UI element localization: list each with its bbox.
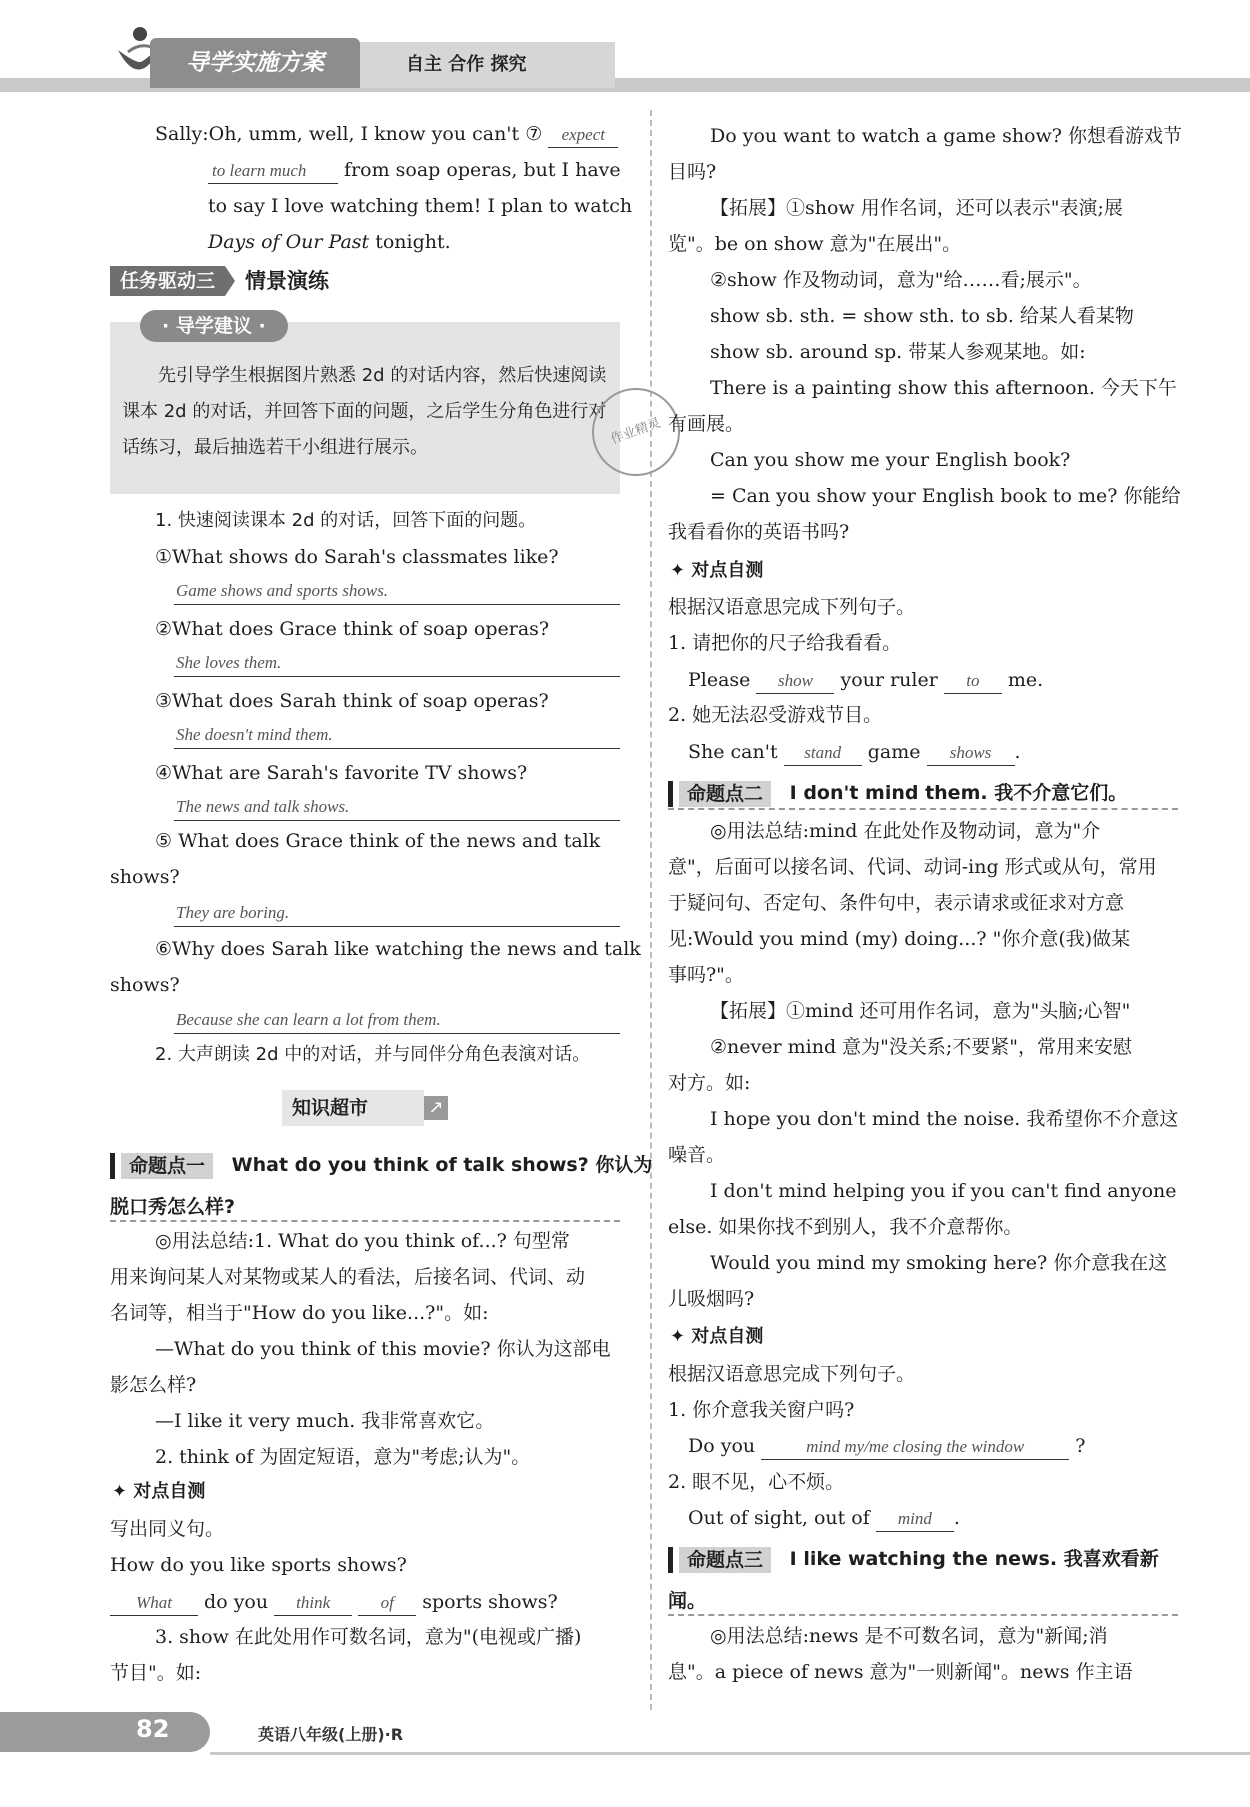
question-2: ②What does Grace think of soap operas? xyxy=(155,618,550,640)
kp1-test-mid1: do you xyxy=(204,1591,269,1613)
kp1-test-inst: 写出同义句。 xyxy=(110,1518,225,1540)
question-5a: ⑤ What does Grace think of the news and talk xyxy=(155,830,601,852)
kp1-heading xyxy=(110,1150,652,1179)
kp2-usage-3: 于疑问句、否定句、条件句中，表示请求或征求对方意 xyxy=(668,892,1125,914)
question-5b: shows? xyxy=(110,866,180,888)
kp1-title2: 脱口秀怎么样? xyxy=(110,1196,236,1218)
test1-instruction: 根据汉语意思完成下列句子。 xyxy=(668,596,916,618)
right-line-9: 有画展。 xyxy=(668,413,745,435)
right-line-12: 我看看你的英语书吗? xyxy=(668,521,850,543)
question-3: ③What does Sarah think of soap operas? xyxy=(155,690,549,712)
book-title: 英语八年级(上册)·R xyxy=(258,1725,404,1744)
kp3-title: I like watching the news. 我喜欢看新 xyxy=(789,1548,1159,1570)
kp2-example-6: 儿吸烟吗? xyxy=(668,1288,755,1310)
kp1-test-mid2: sports shows? xyxy=(422,1591,558,1613)
right-line-7: show sb. around sp. 带某人参观某地。如: xyxy=(710,341,1086,363)
self-test-text: 对点自测 xyxy=(691,560,764,581)
blank-answer: to xyxy=(944,669,1002,694)
task-box: 任务驱动三 xyxy=(110,266,225,296)
kp3-label: 命题点三 xyxy=(679,1547,771,1573)
divider xyxy=(668,808,1178,810)
sally-line4 xyxy=(208,230,451,254)
blank-answer: show xyxy=(756,669,834,694)
kp3-title2: 闻。 xyxy=(668,1590,707,1612)
right-line-4: 览"。be on show 意为"在展出"。 xyxy=(668,233,962,255)
blank-answer: think xyxy=(274,1591,352,1616)
test2-s1 xyxy=(688,1434,1085,1460)
kp1-point-2: 2. think of 为固定短语，意为"考虑;认为"。 xyxy=(155,1446,531,1468)
test1-s1-pre: Please xyxy=(688,669,751,691)
blank-answer: mind xyxy=(876,1507,954,1532)
kp3-heading xyxy=(668,1544,1159,1573)
test2-s1-pre: Do you xyxy=(688,1435,756,1457)
kp1-example-2: 影怎么样? xyxy=(110,1374,197,1396)
kp2-usage-1: ◎用法总结:mind 在此处作及物动词，意为"介 xyxy=(710,820,1101,842)
kp2-heading xyxy=(668,778,1127,807)
blank-answer: to learn much xyxy=(208,159,338,184)
bar-icon xyxy=(668,781,673,807)
blank-answer: What xyxy=(110,1591,198,1616)
kp2-example-4: else. 如果你找不到别人，我不介意帮你。 xyxy=(668,1216,1023,1238)
answer-4: The news and talk shows. xyxy=(174,794,620,821)
sally-line2 xyxy=(208,158,621,184)
kp1-example-3: —I like it very much. 我非常喜欢它。 xyxy=(155,1410,495,1432)
test2-q1: 1. 你介意我关窗户吗? xyxy=(668,1399,855,1421)
kp2-example-2: 噪音。 xyxy=(668,1144,726,1166)
right-line-1: Do you want to watch a game show? 你想看游戏节 xyxy=(710,125,1182,147)
test1-s2-post: . xyxy=(1014,741,1021,763)
question-6a: ⑥Why does Sarah like watching the news and talk xyxy=(155,938,641,960)
kp2-title: I don't mind them. 我不介意它们。 xyxy=(789,782,1128,804)
kp1-label: 命题点一 xyxy=(121,1153,213,1179)
q-intro: 1. 快速阅读课本 2d 的对话，回答下面的问题。 xyxy=(155,510,537,531)
kp1-usage-2: 用来询问某人对某物或某人的看法，后接名词、代词、动 xyxy=(110,1266,586,1288)
test1-q1: 1. 请把你的尺子给我看看。 xyxy=(668,632,902,654)
right-line-2: 目吗? xyxy=(668,161,717,183)
right-line-10: Can you show me your English book? xyxy=(710,449,1071,471)
answer-1: Game shows and sports shows. xyxy=(174,578,620,605)
self-test-label xyxy=(670,556,763,582)
test1-q2: 2. 她无法忍受游戏节目。 xyxy=(668,704,883,726)
kp3-usage-2: 息"。a piece of news 意为"一则新闻"。news 作主语 xyxy=(668,1661,1133,1683)
self-test-text: 对点自测 xyxy=(691,1326,764,1347)
kp2-example-3: I don't mind helping you if you can't find anyone xyxy=(710,1180,1177,1202)
test2-s2-post: . xyxy=(953,1507,960,1529)
knowledge-market-label: 知识超市 xyxy=(282,1090,424,1126)
kp1-example-1: —What do you think of this movie? 你认为这部电 xyxy=(155,1338,611,1360)
kp1-point-3b: 节目"。如: xyxy=(110,1662,202,1684)
divider xyxy=(110,1220,620,1222)
test2-instruction: 根据汉语意思完成下列句子。 xyxy=(668,1363,916,1385)
kp2-extend-3: 对方。如: xyxy=(668,1072,751,1094)
test1-s2-pre: She can't xyxy=(688,741,778,763)
sally-line1-text: Sally:Oh, umm, well, I know you can't ⑦ xyxy=(155,123,543,145)
blank-answer: mind my/me closing the window xyxy=(761,1435,1069,1460)
kp2-example-5: Would you mind my smoking here? 你介意我在这 xyxy=(710,1252,1168,1274)
bar-icon xyxy=(110,1153,115,1179)
test1-s1-post: me. xyxy=(1007,669,1044,691)
right-line-11: = Can you show your English book to me? 你能给 xyxy=(710,485,1181,507)
bar-icon xyxy=(668,1547,673,1573)
header-tags-text: 自主 合作 探究 xyxy=(406,54,527,75)
question-1: ①What shows do Sarah's classmates like? xyxy=(155,546,559,568)
column-divider xyxy=(650,110,652,1710)
star-icon: ✦ xyxy=(112,1481,128,1502)
kp1-point-3a: 3. show 在此处用作可数名词，意为"(电视或广播) xyxy=(155,1626,582,1648)
show-title: Days of Our Past xyxy=(208,231,370,253)
blank-answer: shows xyxy=(927,741,1015,766)
test1-s2 xyxy=(688,740,1021,766)
kp2-usage-5: 事吗?"。 xyxy=(668,964,744,986)
kp2-extend-2: ②never mind 意为"没关系;不要紧"，常用来安慰 xyxy=(710,1036,1133,1058)
star-icon: ✦ xyxy=(670,560,686,581)
kp1-title: What do you think of talk shows? 你认为 xyxy=(231,1154,653,1176)
footer-line xyxy=(210,1752,1250,1755)
divider xyxy=(668,1614,1178,1616)
test2-q2: 2. 眼不见，心不烦。 xyxy=(668,1471,845,1493)
answer-6: Because she can learn a lot from them. xyxy=(174,1007,620,1034)
footer-band xyxy=(0,1712,210,1752)
header-title: 导学实施方案 xyxy=(150,38,360,88)
task-2: 2. 大声朗读 2d 中的对话，并与同伴分角色表演对话。 xyxy=(155,1044,591,1065)
guide-tag: · 导学建议 · xyxy=(140,310,288,342)
sally-line1 xyxy=(155,122,618,148)
arrow-icon xyxy=(225,266,235,296)
right-line-6: show sb. sth. = show sth. to sb. 给某人看某物 xyxy=(710,305,1134,327)
guide-text: 先引导学生根据图片熟悉 2d 的对话内容，然后快速阅读课本 2d 的对话，并回答下面的问题，之后学生分角色进行对话练习，最后抽选若干小组进行展示。 xyxy=(122,365,607,458)
arrow-icon: ↗ xyxy=(424,1096,448,1120)
kp1-test-answer xyxy=(110,1590,558,1616)
header-tags xyxy=(360,42,615,88)
test2-s1-post: ? xyxy=(1075,1435,1086,1457)
kp2-extend-1: 【拓展】①mind 还可用作名词，意为"头脑;心智" xyxy=(710,1000,1131,1022)
kp1-test-question: How do you like sports shows? xyxy=(110,1554,407,1576)
kp3-usage-1: ◎用法总结:news 是不可数名词，意为"新闻;消 xyxy=(710,1625,1108,1647)
blank-answer: expect xyxy=(548,123,618,148)
self-test-label xyxy=(670,1322,763,1348)
question-6b: shows? xyxy=(110,974,180,996)
task-section-label xyxy=(110,266,329,296)
right-line-5: ②show 作及物动词，意为"给……看;展示"。 xyxy=(710,269,1092,291)
sally-line2-text: from soap operas, but I have xyxy=(344,159,621,181)
kp2-usage-4: 见:Would you mind (my) doing...? "你介意(我)做某 xyxy=(668,928,1131,950)
kp2-label: 命题点二 xyxy=(679,781,771,807)
answer-3: She doesn't mind them. xyxy=(174,722,620,749)
test1-s1 xyxy=(688,668,1043,694)
self-test-text: 对点自测 xyxy=(133,1481,206,1502)
answer-2: She loves them. xyxy=(174,650,620,677)
blank-answer: of xyxy=(358,1591,416,1616)
page-number: 82 xyxy=(136,1715,170,1743)
star-icon: ✦ xyxy=(670,1326,686,1347)
kp2-usage-2: 意"，后面可以接名词、代词、动词-ing 形式或从句，常用 xyxy=(668,856,1157,878)
blank-answer: stand xyxy=(784,741,862,766)
test2-s2 xyxy=(688,1506,960,1532)
kp1-usage-1: ◎用法总结:1. What do you think of...? 句型常 xyxy=(155,1230,570,1252)
self-test-label xyxy=(112,1477,205,1503)
test1-s2-mid: game xyxy=(867,741,921,763)
right-line-8: There is a painting show this afternoon. 今天下午 xyxy=(710,377,1177,399)
question-4: ④What are Sarah's favorite TV shows? xyxy=(155,762,528,784)
test1-s1-mid: your ruler xyxy=(840,669,938,691)
answer-5: They are boring. xyxy=(174,900,620,927)
right-line-3: 【拓展】①show 用作名词，还可以表示"表演;展 xyxy=(710,197,1123,219)
sally-line4-text: tonight. xyxy=(369,231,451,253)
test2-s2-pre: Out of sight, out of xyxy=(688,1507,870,1529)
sally-line3: to say I love watching them! I plan to watch xyxy=(208,195,633,217)
stamp-seal: 作业精灵 xyxy=(580,376,693,489)
kp1-usage-3: 名词等，相当于"How do you like...?"。如: xyxy=(110,1302,489,1324)
kp2-example-1: I hope you don't mind the noise. 我希望你不介意这 xyxy=(710,1108,1179,1130)
task-title: 情景演练 xyxy=(245,269,330,293)
